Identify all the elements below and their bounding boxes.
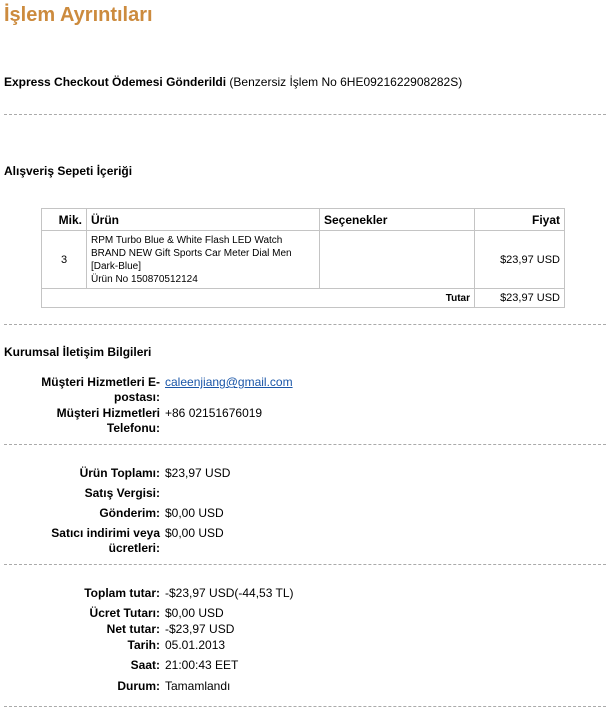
time-value: 21:00:43 EET [165, 658, 239, 672]
fee-value: $0,00 USD [165, 606, 224, 620]
email-value [165, 375, 293, 390]
item-options [320, 231, 475, 289]
cart-total-label: Tutar [42, 289, 475, 308]
total-label: Toplam tutar: [84, 586, 160, 600]
item-qty: 3 [42, 231, 87, 289]
divider [4, 114, 606, 115]
phone-value: +86 02151676019 [165, 406, 263, 420]
email-label-line: postası: [113, 390, 160, 404]
status-value: Tamamlandı [165, 679, 231, 693]
divider [4, 706, 606, 707]
fee-label: Ücret Tutarı: [89, 606, 160, 620]
discount-value: $0,00 USD [165, 526, 224, 540]
email-link[interactable]: caleenjiang@gmail.com [165, 375, 293, 389]
cart-total-value: $23,97 USD [475, 289, 565, 308]
discount-label-line: Satıcı indirimi veya [51, 526, 160, 540]
item-name-line: [Dark-Blue] [91, 261, 142, 272]
phone-label-line: Müşteri Hizmetleri [56, 406, 160, 420]
discount-label [51, 526, 160, 556]
transaction-id: (Benzersiz İşlem No 6HE0921622908282S) [229, 75, 463, 89]
item-name-line: BRAND NEW Gift Sports Car Meter Dial Men [91, 248, 292, 259]
payment-label: Express Checkout Ödemesi Gönderildi [4, 75, 227, 89]
date-label: Tarih: [127, 638, 160, 652]
discount-label-line: ücretleri: [108, 541, 160, 555]
divider [4, 324, 606, 325]
email-label-line: Müşteri Hizmetleri E- [41, 375, 160, 389]
shipping-label: Gönderim: [99, 506, 160, 520]
net-value: -$23,97 USD [165, 622, 235, 636]
cart-table [41, 208, 565, 308]
phone-label-line: Telefonu: [106, 421, 160, 435]
col-options-header: Seçenekler [320, 209, 475, 231]
divider [4, 444, 606, 445]
time-label: Saat: [130, 658, 160, 672]
tax-label: Satış Vergisi: [84, 486, 160, 500]
email-label [41, 375, 160, 405]
cart-total-row [42, 289, 565, 308]
item-product-no: Ürün No 150870512124 [91, 274, 198, 285]
shipping-value: $0,00 USD [165, 506, 224, 520]
item-price: $23,97 USD [475, 231, 565, 289]
cart-section-title: Alışveriş Sepeti İçeriği [4, 164, 133, 178]
net-label: Net tutar: [106, 622, 160, 636]
item-product [87, 231, 320, 289]
table-row [42, 231, 565, 289]
col-product-header: Ürün [87, 209, 320, 231]
status-label: Durum: [117, 679, 160, 693]
total-value: -$23,97 USD(-44,53 TL) [165, 586, 294, 600]
page-title: İşlem Ayrıntıları [4, 4, 153, 26]
cart-header-row [42, 209, 565, 231]
col-qty-header: Mik. [42, 209, 87, 231]
item-name-line: RPM Turbo Blue & White Flash LED Watch [91, 235, 283, 246]
subtotal-value: $23,97 USD [165, 466, 231, 480]
subtotal-label: Ürün Toplamı: [79, 466, 160, 480]
payment-summary [4, 75, 462, 89]
phone-label [57, 406, 160, 436]
contact-section-title: Kurumsal İletişim Bilgileri [4, 345, 152, 359]
date-value: 05.01.2013 [165, 638, 226, 652]
col-price-header: Fiyat [475, 209, 565, 231]
divider [4, 564, 606, 565]
